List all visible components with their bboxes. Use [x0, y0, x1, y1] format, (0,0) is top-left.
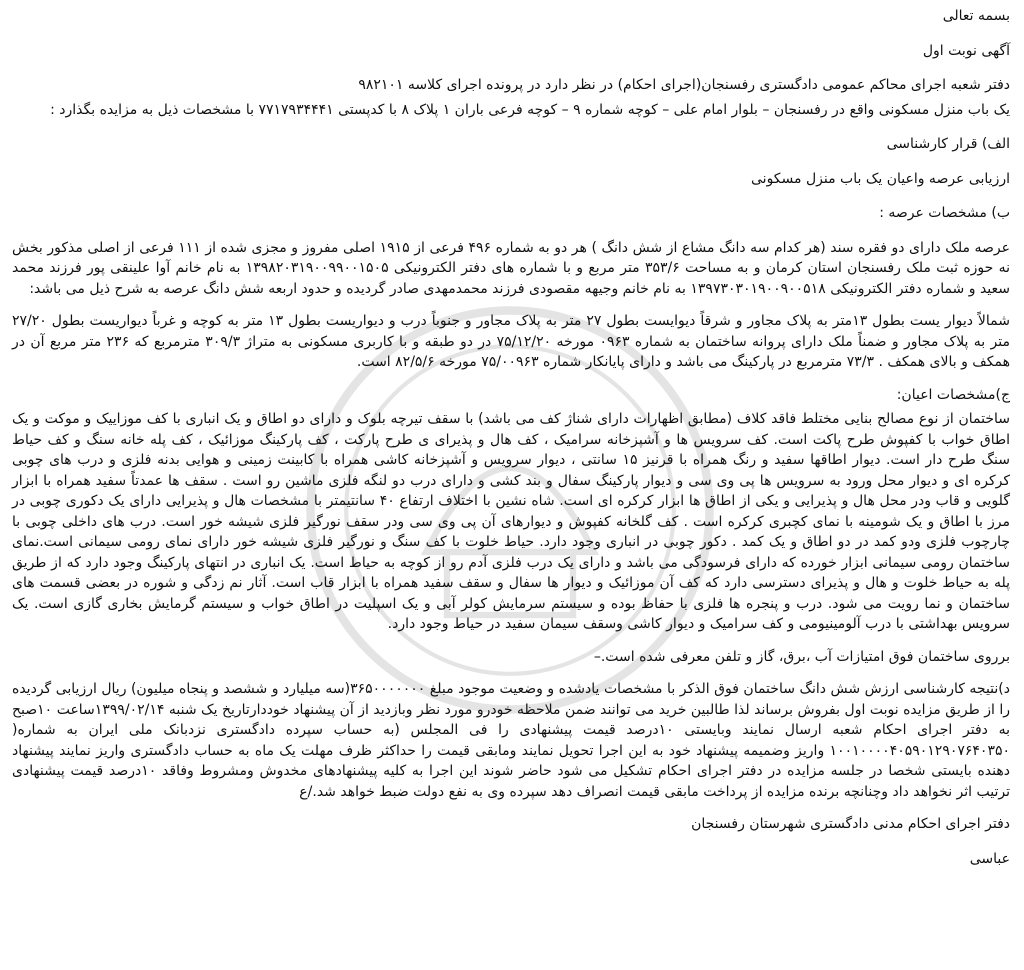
section-b-paragraph-2: شمالاً دیوار یست بطول ۱۳متر به پلاک مجاور و شرقاً دیوایست بطول ۲۷ متر به پلاک مجاور و جنوباً درب و دیواریست بطول ۱۳ متر به کوچه و غرباً دیواریست بطول ۲۷/۲۰ متر به پلاک مجاور و ضمناً ملک دارای پروانه ساختمان به شماره ۰۹۶۳ مورخه ۷۵/۱۲/۲۰ در دو طبقه و با کاربری مسکونی به متراژ ۳۰۹/۳ مترمربع که ۲۳۶ متر مربع آن در همکف و بالای همکف . ۷۳/۳ مترمربع در پارکینگ می باشد و دارای پایانکار شماره ۷۵/۰۰۹۶۳ مورخه ۸۲/۵/۶ است. [12, 313, 1010, 370]
section-b-title: ب) مشخصات عرصه : [879, 205, 1010, 221]
header-property-address: یک باب منزل مسکونی واقع در رفسنجان – بلوار امام علی – کوچه شماره ۹ – کوچه فرعی باران ۱ پلاک ۸ با کدپستی ۷۷۱۷۹۳۴۴۴۱ با مشخصات ذیل به مزایده بگذارد : [50, 101, 1010, 118]
section-c-body: ساختمان از نوع مصالح بنایی مختلط فاقد کلاف (مطابق اظهارات دارای شناژ کف می باشد) با سقف تیرچه بلوک و دارای دو اطاق و یک انباری با کف موزاییک و موکت و یک اطاق خواب با کفپوش طرح پاکت است. کف سرویس ها و آشپزخانه سرامیک ، کف هال و پذیرای ی طرح پارکت ، کف پارکینگ موزائیک ، کف پله خانه سنگ و کف حیاط سنگ طرح دار است. دیوار اطاقها سفید و رنگ همراه با قرنیز ۱۵ سانتی ، دیوار سرویس و آشپزخانه کاشی همراه با کابینت زمینی و هوایی بدنه فلزی و درب های چوبی کرکره ای و دیوار محل ورود به سرویس ها پی وی سی و دیوار پارکینگ سفال و بند کشی و دارای درب دو لنگه فلزی ماشین رو است . سقف ها عمدتاً سفید همراه با ابزار گلویی و قاب ودر محل هال و پذیرایی و یکی از اطاق ها ابزار کرکره ای است. شاه نشین با اختلاف ارتفاع ۴۰ سانتیمتر با مشخصات هال و پذیرایی دارای یک دکوری چوبی در مرز با اطاق و یک شومینه با نمای کچبری کرکره است . کف گلخانه کفپوش و دیوارهای آن پی وی سی ودر سقف نورگیر فلزی شیشه خور است. درب های داخلی چوبی با چارچوب فلزی ودو کمد در دو اطاق و یک کمد . دکور چوبی در انباری وجود دارد. حیاط خلوت با کف سنگ و نورگیر فلزی شیشه خور دارای نمای رومی سیمانی است.نمای ساختمان رومی سیمانی ابزار خورده که دارای فرسودگی می باشد و دارای یک درب فلزی آدم رو از کوچه به حیاط است. یک انباری در انتهای پارکینگ وجود دارد که از طریق پله به حیاط خلوت و هال و پذیرای دسترسی دارد که کف آن موزائیک و دیوار ها سفال و سقف سفید همراه با ابزار قاب است. آثار نم زدگی و شوره در بعضی قسمت های ساختمان و نما رویت می شود. درب و پنجره ها فلزی با حفاظ بوده و سیستم سرمایش کولر آبی و یک اسپلیت در اطاق خواب و سیستم گرمایش بخاری گازی است. یک سرویس بهداشتی با درب آلومینیومی و کف سرامیک و دیوار کاشی وسقف سیمان سفید در حیاط وجود دارد. [12, 411, 1010, 632]
section-a-body: ارزیابی عرصه واعیان یک باب منزل مسکونی [751, 170, 1010, 187]
section-c-title: ج)مشخصات اعیان: [896, 386, 1010, 403]
footer-office: دفتر اجرای احکام مدنی دادگستری شهرستان رفسنجان [691, 816, 1010, 832]
header-notice-round: آگهی نوبت اول [922, 42, 1010, 59]
utilities-note: برروی ساختمان فوق امتیازات آب ،برق، گاز و تلفن معرفی شده است.– [593, 648, 1010, 665]
footer-signature: عباسی [969, 850, 1010, 867]
notice-document [12, 6, 1010, 869]
header-basmala: بسمه تعالی [942, 8, 1010, 24]
header-office-case: دفتر شعبه اجرای محاکم عمومی دادگستری رفسنجان(اجرای احکام) در نظر دارد در پرونده اجرای کلاسه ۹۸۲۱۰۱ [358, 77, 1010, 93]
section-a-title: الف) قرار کارشناسی [886, 136, 1010, 152]
section-d-body: د)نتیجه کارشناسی ارزش شش دانگ ساختمان فوق الذکر با مشخصات یادشده و وضعیت موجود مبلغ ۳۶۵۰۰۰۰۰۰۰(سه میلیارد و ششصد و پنجاه میلیون) ریال ارزیابی گردیده را از طریق مزایده نوبت اول بفروش برساند لذا طالبین خرید می توانند ضمن ملاحظه خودرو مورد نظر وبازدید از آن پیشنهاد خوددارتاریخ یک شنبه ۱۳۹۹/۰۲/۱۴ساعت ۱۰صبح به دفتر اجرای احکام شعبه ارسال نمایند وبایستی ۱۰درصد قیمت پیشنهادی را فی المجلس (به حساب سپرده دادگستری نزدبانک ملی ایران به شماره( ۱۰۰۱۰۰۰۰۴۰۵۹۰۱۲۹۰۷۶۴۰۳۵۰ واریز وضمیمه پیشنهاد خود به این اجرا تحویل نمایند ومابقی قیمت را حداکثر ظرف مهلت یک ماه به حساب دادگستری واریز نمایند پیشنهاد دهنده بایستی شخصا در جلسه مزایده در دفتر اجرای احکام تشکیل می شود حاضر شوند این اجرا به کلیه پیشنهادهای مخدوش ومشروط وفاقد ۱۰درصد قیمت پیشنهادی ترتیب اثر نخواهد داد وچنانچه برنده مزایده از پرداخت مابقی قیمت انصراف دهد سپرده وی به نفع دولت ضبط خواهد شد./ع [12, 681, 1011, 800]
section-b-paragraph-1: عرصه ملک دارای دو فقره سند (هر کدام سه دانگ مشاع از شش دانگ ) هر دو به شماره ۴۹۶ فرعی از ۱۹۱۵ اصلی مفروز و مجزی شده از ۱۱۱ فرعی از اصلی مذکور بخش نه حوزه ثبت ملک رفسنجان استان کرمان و به مساحت ۳۵۳/۶ متر مربع و با شماره های دفتر الکترونیکی ۱۳۹۸۲۰۳۱۹۰۰۹۹۰۰۱۵۰۵ به نام خانم آوا علینقی پور فرزند محمد سعید و شماره دفتر الکترونیکی ۱۳۹۷۳۰۳۰۱۹۰۰۹۰۰۵۱۸ به نام خانم وجیهه مقصودی فرزند محمدمهدی صادر گردیده و حدود اربعه شش دانگ عرصه به شرح ذیل می باشد: [12, 239, 1010, 297]
